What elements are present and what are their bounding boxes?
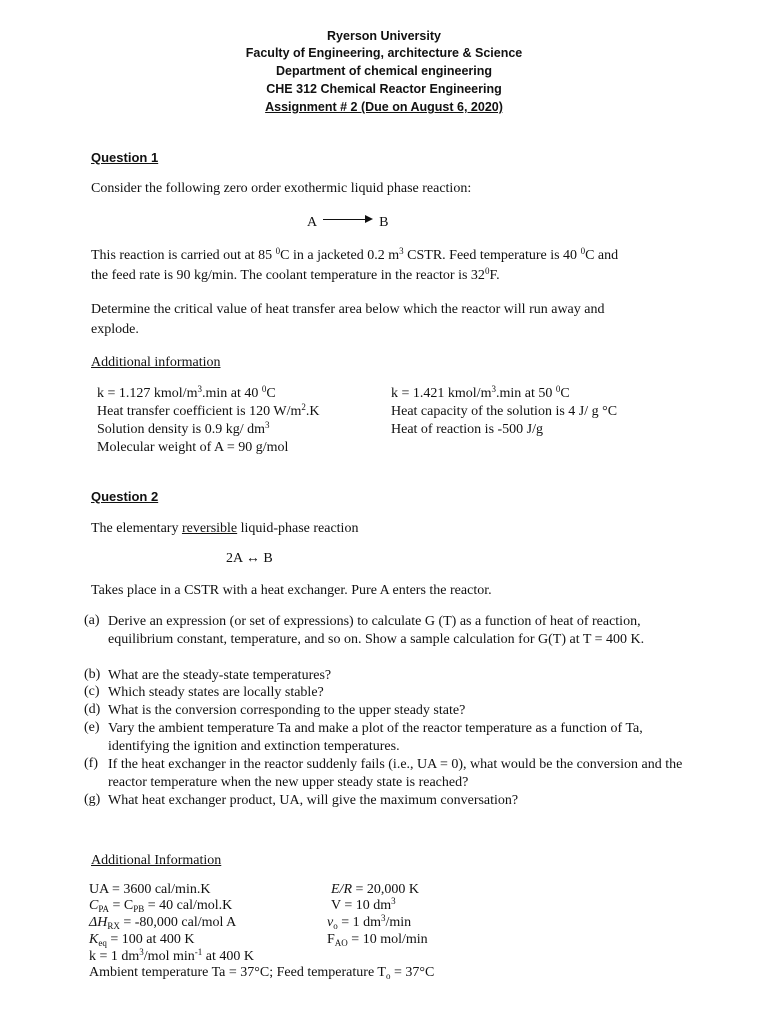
course-title: CHE 312 Chemical Reactor Engineering — [266, 82, 502, 96]
question-2-heading: Question 2 — [91, 489, 159, 504]
heat-capacities: $C_{PA} = C_{PB} = 40$ cal/mol.K — [89, 898, 233, 914]
ambient-feed-temperature: Ambient temperature Ta = 37°C; Feed temperature $T_o = 37^\circ C$ — [89, 965, 435, 981]
heat-of-reaction: Heat of reaction is -500 J/g — [391, 422, 544, 437]
question-1-heading: Question 1 — [91, 150, 159, 165]
question-1-task-line-1: Determine the critical value of heat transfer area below which the reactor will run away and — [91, 302, 605, 317]
question-1-conditions-line-1: This reaction is carried out at 85 $^0$C in a jacketed 0.2 $m^3$ CSTR. Feed temperature is 40 $^0$C and — [91, 246, 619, 263]
heat-capacity: Heat capacity of the solution is 4 J/ g °C — [391, 404, 618, 419]
question-2-reaction: 2A ↔ B — [226, 551, 273, 566]
volumetric-flow: $v_o = 1$ $dm^3/\min$ — [327, 913, 412, 931]
heat-of-reaction-2: $\Delta H_{RX} = -80,000$ cal/mol A — [89, 915, 237, 931]
rate-constant-40c: k = 1.127 kmol/$m^3.\min$ at 40 $^0$C — [97, 384, 276, 401]
university-name: Ryerson University — [327, 29, 441, 43]
molar-feed-rate: $F_{AO} = 10$ mol/min — [327, 932, 428, 948]
question-2-additional-info-heading: Additional Information — [91, 853, 222, 868]
molecular-weight: Molecular weight of A = 90 g/mol — [97, 440, 289, 455]
question-1-additional-info-heading: Additional information — [91, 355, 221, 370]
department-name: Department of chemical engineering — [275, 64, 493, 78]
question-2-intro: The elementary reversible liquid-phase reaction — [91, 521, 359, 536]
question-1-conditions-line-2: the feed rate is 90 kg/min. The coolant temperature in the reactor is $32^0F$. — [91, 266, 500, 283]
reactor-volume: V = 10 $dm^3$ — [331, 896, 396, 913]
rate-constant-400k: k = 1 $dm^3$/mol $\min^{-1}$ at 400 K — [89, 947, 254, 964]
list-item: (a) Derive an expression (or set of expressions) to calculate G (T) as a function of heat of reaction, equilibrium constant, temperature, and so on. Show a sample calculation for G(T) at T = 400 K. — [84, 613, 645, 647]
reaction-equation — [307, 215, 388, 231]
ua-value: UA = 3600 cal/min.K — [89, 882, 211, 897]
rate-constant-50c: k = 1.421 kmol/$m^3.\min$ at 50 $^0$C — [391, 384, 570, 401]
product-b: B — [379, 215, 389, 230]
assignment-page: Ryerson University Faculty of Engineering, architecture & Science Department of chemical engineering CHE 312 Chemical Reactor Engineering Assignment # 2 (Due on August 6, 2020) Question 1 Consider the following zero order exothermic liquid phase reaction: A B This reaction is carried out at 85 $^0$C in a jacketed 0.2 $m^3$ CSTR. Feed temperature is 40 $^0$C and the feed rate is 90 kg/min. The coolant temperature in the reactor is $32^0F$. Determine the critical value of heat transfer area below which the reactor will run away and explode. Additional information k = 1.127 kmol/$m^3.\min$ at 40 $^0$C Heat transfer coefficient is 120 $W/m^2.K$ Solution density is 0.9 kg/ $dm^3$ Molecular weight of A = 90 g/mol k = 1.421 kmol/$m^3.\min$ at 50 $^0$C Heat capacity of the solution is 4 J/ g °C Heat of reaction is -500 J/g Question 2 The elementary reversible liquid-phase reaction 2A ↔ B Takes place in a CSTR with a heat exchanger. Pure A enters the reactor. (a) Derive an expression (or set of expressions) to calculate G (T) as a function of heat of reaction, equilibrium constant, temperature, and so on. Show a sample calculation for G(T) at T = 400 K. (b) What are the steady-state temperatures? (c) Which steady states are locally stable? (d) What is the conversion corresponding to the upper steady state? (e) Vary the ambient temperature Ta and make a plot of the reactor temperature as a function of Ta, identifying the ignition and extinction temperatures. (f) If the heat exchanger in the reactor suddenly fails (i.e., UA = 0), what would be the conversion and the reactor temperature when the new upper steady state is reached? (g) What heat exchanger product, UA, will give the maximum conversation? Additional Information UA = 3600 cal/min.K E/R = 20,000 K $C_{PA} = C_{PB} = 40$ cal/mol.K V = 10 $dm^3$ $\Delta H_{RX} = -80,000$ cal/mol A $v_o = 1$ $dm^3/\min$ $K_{eq} = 100$ at 400 K $F_{AO} = 10$ mol/min k = 1 $dm^3$/mol $\min^{-1}$ at 400 K Ambient temperature Ta = 37°C; Feed temperature $T_o = 37^\circ C$ — [0, 0, 768, 1024]
question-1-task-line-2: explode. — [91, 322, 139, 337]
question-2-setup: Takes place in a CSTR with a heat exchanger. Pure A enters the reactor. — [91, 583, 492, 598]
activation-ratio: E/R = 20,000 K — [331, 882, 420, 897]
equilibrium-constant: $K_{eq} = 100$ at 400 K — [89, 932, 195, 948]
heat-transfer-coefficient: Heat transfer coefficient is 120 $W/m^2.K$ — [97, 402, 320, 419]
question-1-intro: Consider the following zero order exothermic liquid phase reaction: — [91, 181, 472, 196]
assignment-title: Assignment # 2 (Due on August 6, 2020) — [265, 100, 503, 114]
reactant-a: A — [307, 215, 318, 230]
forward-arrow-icon — [323, 215, 373, 225]
faculty-name: Faculty of Engineering, architecture & Science — [245, 46, 523, 60]
solution-density: Solution density is 0.9 kg/ $dm^3$ — [97, 420, 270, 437]
